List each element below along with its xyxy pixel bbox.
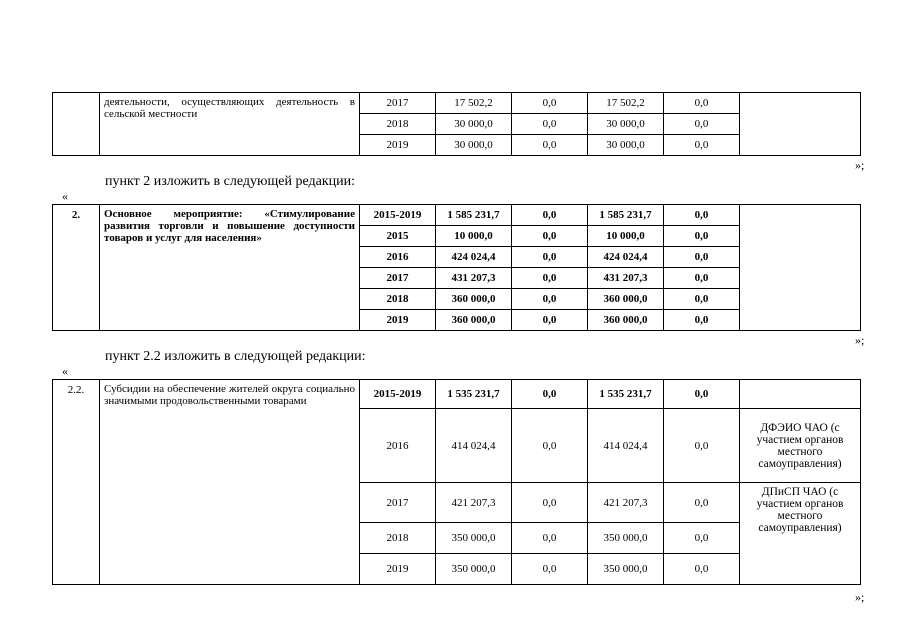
table-cell-federal: 0,0	[512, 135, 588, 156]
table-cell-regional: 17 502,2	[588, 93, 664, 114]
table-cell-total: 1 535 231,7	[436, 380, 512, 409]
table-cell-local: 0,0	[664, 93, 740, 114]
table-cell-local: 0,0	[664, 310, 740, 331]
table-cell-local: 0,0	[664, 205, 740, 226]
table-cell-total: 1 585 231,7	[436, 205, 512, 226]
table-cell-federal: 0,0	[512, 205, 588, 226]
table-cell-year: 2015-2019	[360, 205, 436, 226]
table-cell-responsible: ДФЭИО ЧАО (с участием органов местного самоуправления)	[740, 409, 861, 483]
opening-quote: «	[62, 189, 68, 203]
table-cell-regional: 1 585 231,7	[588, 205, 664, 226]
table-cell-year: 2016	[360, 409, 436, 483]
table-cell-federal: 0,0	[512, 523, 588, 554]
table-cell-number: 2.	[53, 205, 100, 331]
table-cell-year: 2017	[360, 93, 436, 114]
table-cell-year: 2017	[360, 268, 436, 289]
table-cell-total: 360 000,0	[436, 310, 512, 331]
table-cell-federal: 0,0	[512, 247, 588, 268]
table-cell-year: 2019	[360, 310, 436, 331]
table-cell-year: 2019	[360, 554, 436, 585]
table-cell-year: 2016	[360, 247, 436, 268]
table-cell-federal: 0,0	[512, 409, 588, 483]
table-cell-federal: 0,0	[512, 226, 588, 247]
closing-quote: »;	[855, 158, 865, 172]
table-cell-year: 2019	[360, 135, 436, 156]
table-cell-local: 0,0	[664, 483, 740, 523]
table-cell-regional: 30 000,0	[588, 135, 664, 156]
heading-point-2: пункт 2 изложить в следующей редакции:	[105, 174, 355, 189]
table-cell-local: 0,0	[664, 380, 740, 409]
table-cell-regional: 421 207,3	[588, 483, 664, 523]
heading-point-2-2: пункт 2.2 изложить в следующей редакции:	[105, 349, 366, 364]
table-cell-year: 2018	[360, 114, 436, 135]
table-subsidies	[52, 379, 861, 585]
table-cell-total: 30 000,0	[436, 114, 512, 135]
table-cell-federal: 0,0	[512, 268, 588, 289]
table-cell-federal: 0,0	[512, 310, 588, 331]
table-cell-year: 2015-2019	[360, 380, 436, 409]
table-cell-total: 414 024,4	[436, 409, 512, 483]
table-cell-total: 350 000,0	[436, 554, 512, 585]
table-cell-year: 2017	[360, 483, 436, 523]
table-cell-federal: 0,0	[512, 554, 588, 585]
table-cell-regional: 431 207,3	[588, 268, 664, 289]
table-cell-number: 2.2.	[53, 380, 100, 585]
table-cell-regional: 10 000,0	[588, 226, 664, 247]
table-cell-federal: 0,0	[512, 380, 588, 409]
table-cell-total: 431 207,3	[436, 268, 512, 289]
closing-quote: »;	[855, 333, 865, 347]
table-cell-local: 0,0	[664, 409, 740, 483]
table-cell-description: деятельности, осуществляющих деятельность в сельской местности	[100, 93, 360, 156]
table-cell-number	[53, 93, 100, 156]
table-cell-regional: 360 000,0	[588, 310, 664, 331]
table-cell-year: 2018	[360, 289, 436, 310]
table-cell-federal: 0,0	[512, 483, 588, 523]
table-cell-regional: 350 000,0	[588, 523, 664, 554]
table-cell-regional: 424 024,4	[588, 247, 664, 268]
table-cell-federal: 0,0	[512, 93, 588, 114]
table-cell-local: 0,0	[664, 554, 740, 585]
table-cell-regional: 1 535 231,7	[588, 380, 664, 409]
table-cell-responsible	[740, 93, 861, 156]
table-cell-local: 0,0	[664, 268, 740, 289]
closing-quote: »;	[855, 590, 865, 604]
table-cell-description: Субсидии на обеспечение жителей округа социально значимыми продовольственными товарами	[100, 380, 360, 585]
table-cell-federal: 0,0	[512, 289, 588, 310]
table-cell-total: 30 000,0	[436, 135, 512, 156]
table-cell-regional: 30 000,0	[588, 114, 664, 135]
table-cell-total: 10 000,0	[436, 226, 512, 247]
table-cell-local: 0,0	[664, 135, 740, 156]
table-cell-responsible: ДПиСП ЧАО (с участием органов местного самоуправления)	[740, 483, 861, 585]
table-cell-description: Основное мероприятие: «Стимулирование развития торговли и повышение доступности товаров и услуг для населения»	[100, 205, 360, 331]
table-cell-local: 0,0	[664, 226, 740, 247]
table-cell-year: 2015	[360, 226, 436, 247]
table-cell-responsible	[740, 380, 861, 409]
opening-quote: «	[62, 364, 68, 378]
table-cell-local: 0,0	[664, 114, 740, 135]
table-cell-year: 2018	[360, 523, 436, 554]
table-activity-rural	[52, 92, 861, 156]
table-cell-responsible	[740, 205, 861, 331]
table-cell-regional: 414 024,4	[588, 409, 664, 483]
table-cell-total: 17 502,2	[436, 93, 512, 114]
table-main-activity	[52, 204, 861, 331]
table-cell-regional: 350 000,0	[588, 554, 664, 585]
table-cell-federal: 0,0	[512, 114, 588, 135]
table-cell-local: 0,0	[664, 523, 740, 554]
table-cell-total: 421 207,3	[436, 483, 512, 523]
table-cell-regional: 360 000,0	[588, 289, 664, 310]
table-cell-local: 0,0	[664, 247, 740, 268]
table-cell-total: 350 000,0	[436, 523, 512, 554]
table-cell-total: 360 000,0	[436, 289, 512, 310]
table-cell-local: 0,0	[664, 289, 740, 310]
table-cell-total: 424 024,4	[436, 247, 512, 268]
